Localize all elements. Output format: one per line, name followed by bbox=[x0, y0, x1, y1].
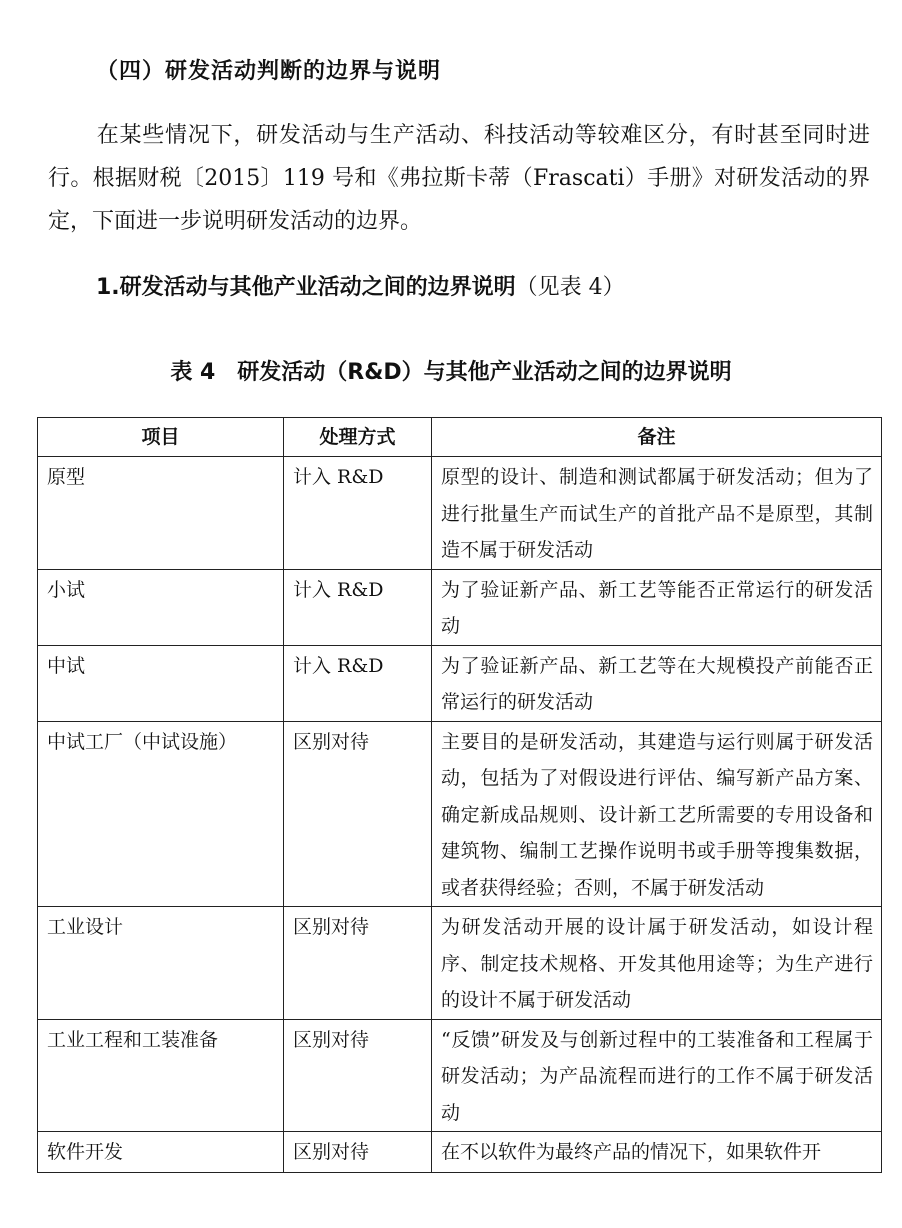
table-row bbox=[38, 721, 882, 907]
header-item: 项目 bbox=[38, 418, 284, 457]
intro-text: 在某些情况下，研发活动与生产活动、科技活动等较难区分，有时甚至同时进行。根据财税〔2015〕119 号和《弗拉斯卡蒂（Frascati）手册》对研发活动的界定，下面进一步说明研发活动的边界。 bbox=[48, 123, 870, 234]
cell-item: 工业工程和工装准备 bbox=[38, 1019, 284, 1132]
subsection-title bbox=[96, 270, 625, 301]
cell-remark: “反馈”研发及与创新过程中的工装准备和工程属于研发活动；为产品流程而进行的工作不属于研发活动 bbox=[432, 1019, 882, 1132]
cell-item: 软件开发 bbox=[38, 1132, 284, 1173]
cell-remark: 在不以软件为最终产品的情况下，如果软件开 bbox=[432, 1132, 882, 1173]
cell-item: 中试 bbox=[38, 645, 284, 721]
cell-item: 小试 bbox=[38, 569, 284, 645]
header-remark: 备注 bbox=[432, 418, 882, 457]
cell-item: 原型 bbox=[38, 457, 284, 570]
table-row bbox=[38, 1019, 882, 1132]
table-caption: 表 4 研发活动（R&D）与其他产业活动之间的边界说明 bbox=[170, 360, 732, 385]
cell-remark: 原型的设计、制造和测试都属于研发活动；但为了进行批量生产而试生产的首批产品不是原型，其制造不属于研发活动 bbox=[432, 457, 882, 570]
subsection-note: （见表 4） bbox=[515, 275, 625, 300]
table-header-row bbox=[38, 418, 882, 457]
cell-treatment: 区别对待 bbox=[284, 1132, 432, 1173]
cell-item: 工业设计 bbox=[38, 907, 284, 1020]
table-row bbox=[38, 907, 882, 1020]
cell-item: 中试工厂（中试设施） bbox=[38, 721, 284, 907]
section-heading: （四）研发活动判断的边界与说明 bbox=[96, 59, 442, 84]
cell-treatment: 计入 R&D bbox=[284, 645, 432, 721]
cell-remark: 为了验证新产品、新工艺等能否正常运行的研发活动 bbox=[432, 569, 882, 645]
cell-treatment: 区别对待 bbox=[284, 721, 432, 907]
boundary-table bbox=[37, 417, 882, 1173]
table-row bbox=[38, 1132, 882, 1173]
cell-remark: 为研发活动开展的设计属于研发活动，如设计程序、制定技术规格、开发其他用途等；为生产进行的设计不属于研发活动 bbox=[432, 907, 882, 1020]
cell-treatment: 计入 R&D bbox=[284, 457, 432, 570]
subsection-title-text: 1.研发活动与其他产业活动之间的边界说明 bbox=[96, 275, 516, 300]
cell-treatment: 区别对待 bbox=[284, 907, 432, 1020]
intro-paragraph bbox=[48, 114, 870, 243]
cell-treatment: 区别对待 bbox=[284, 1019, 432, 1132]
table-row bbox=[38, 645, 882, 721]
table-row bbox=[38, 569, 882, 645]
header-treatment: 处理方式 bbox=[284, 418, 432, 457]
cell-treatment: 计入 R&D bbox=[284, 569, 432, 645]
cell-remark: 为了验证新产品、新工艺等在大规模投产前能否正常运行的研发活动 bbox=[432, 645, 882, 721]
cell-remark: 主要目的是研发活动，其建造与运行则属于研发活动，包括为了对假设进行评估、编写新产品方案、确定新成品规则、设计新工艺所需要的专用设备和建筑物、编制工艺操作说明书或手册等搜集数据，或者获得经验；否则，不属于研发活动 bbox=[432, 721, 882, 907]
table-row bbox=[38, 457, 882, 570]
